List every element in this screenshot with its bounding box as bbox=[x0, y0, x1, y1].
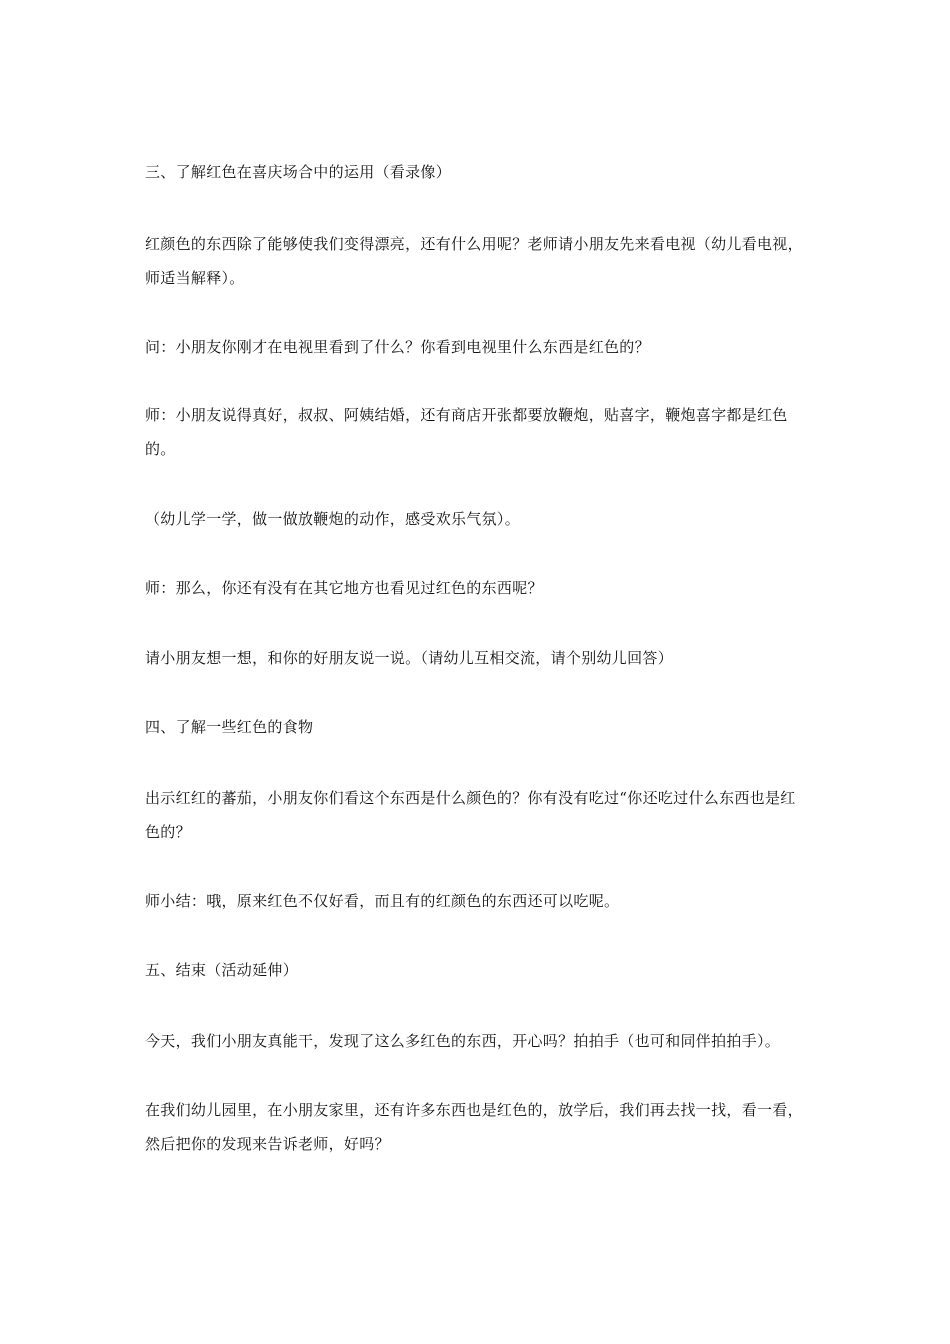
paragraph-summary: 师小结：哦，原来红色不仅好看，而且有的红颜色的东西还可以吃呢。 bbox=[145, 892, 620, 910]
paragraph-teacher-firecrackers: 师：小朋友说得真好，叔叔、阿姨结婚，还有商店开张都要放鞭炮，贴喜字，鞭炮喜字都是红色的。 bbox=[145, 406, 788, 458]
paragraph-question: 问：小朋友你刚才在电视里看到了什么？你看到电视里什么东西是红色的？ bbox=[145, 338, 650, 356]
paragraph-tomato: 出示红红的蕃茄，小朋友你们看这个东西是什么颜色的？你有没有吃过“你还吃过什么东西也是红色的？ bbox=[145, 789, 796, 841]
paragraph-children-act: （幼儿学一学，做一做放鞭炮的动作，感受欢乐气氛）。 bbox=[145, 510, 521, 528]
paragraph-teacher-ask: 师：那么，你还有没有在其它地方也看见过红色的东西呢？ bbox=[145, 579, 543, 597]
section-heading-3: 三、了解红色在喜庆场合中的运用（看录像） bbox=[145, 163, 452, 181]
paragraph-extension: 在我们幼儿园里，在小朋友家里，还有许多东西也是红色的，放学后，我们再去找一找，看一看，然后把你的发现来告诉老师，好吗？ bbox=[145, 1101, 803, 1153]
paragraph-discuss: 请小朋友想一想，和你的好朋友说一说。（请幼儿互相交流，请个别幼儿回答） bbox=[145, 649, 674, 667]
paragraph-clap: 今天，我们小朋友真能干，发现了这么多红色的东西，开心吗？拍拍手（也可和同伴拍拍手）。 bbox=[145, 1032, 781, 1050]
section-heading-5: 五、结束（活动延伸） bbox=[145, 961, 299, 979]
paragraph-tv-intro: 红颜色的东西除了能够使我们变得漂亮，还有什么用呢？老师请小朋友先来看电视（幼儿看电视，师适当解释）。 bbox=[145, 235, 803, 287]
section-heading-4: 四、了解一些红色的食物 bbox=[145, 718, 314, 736]
